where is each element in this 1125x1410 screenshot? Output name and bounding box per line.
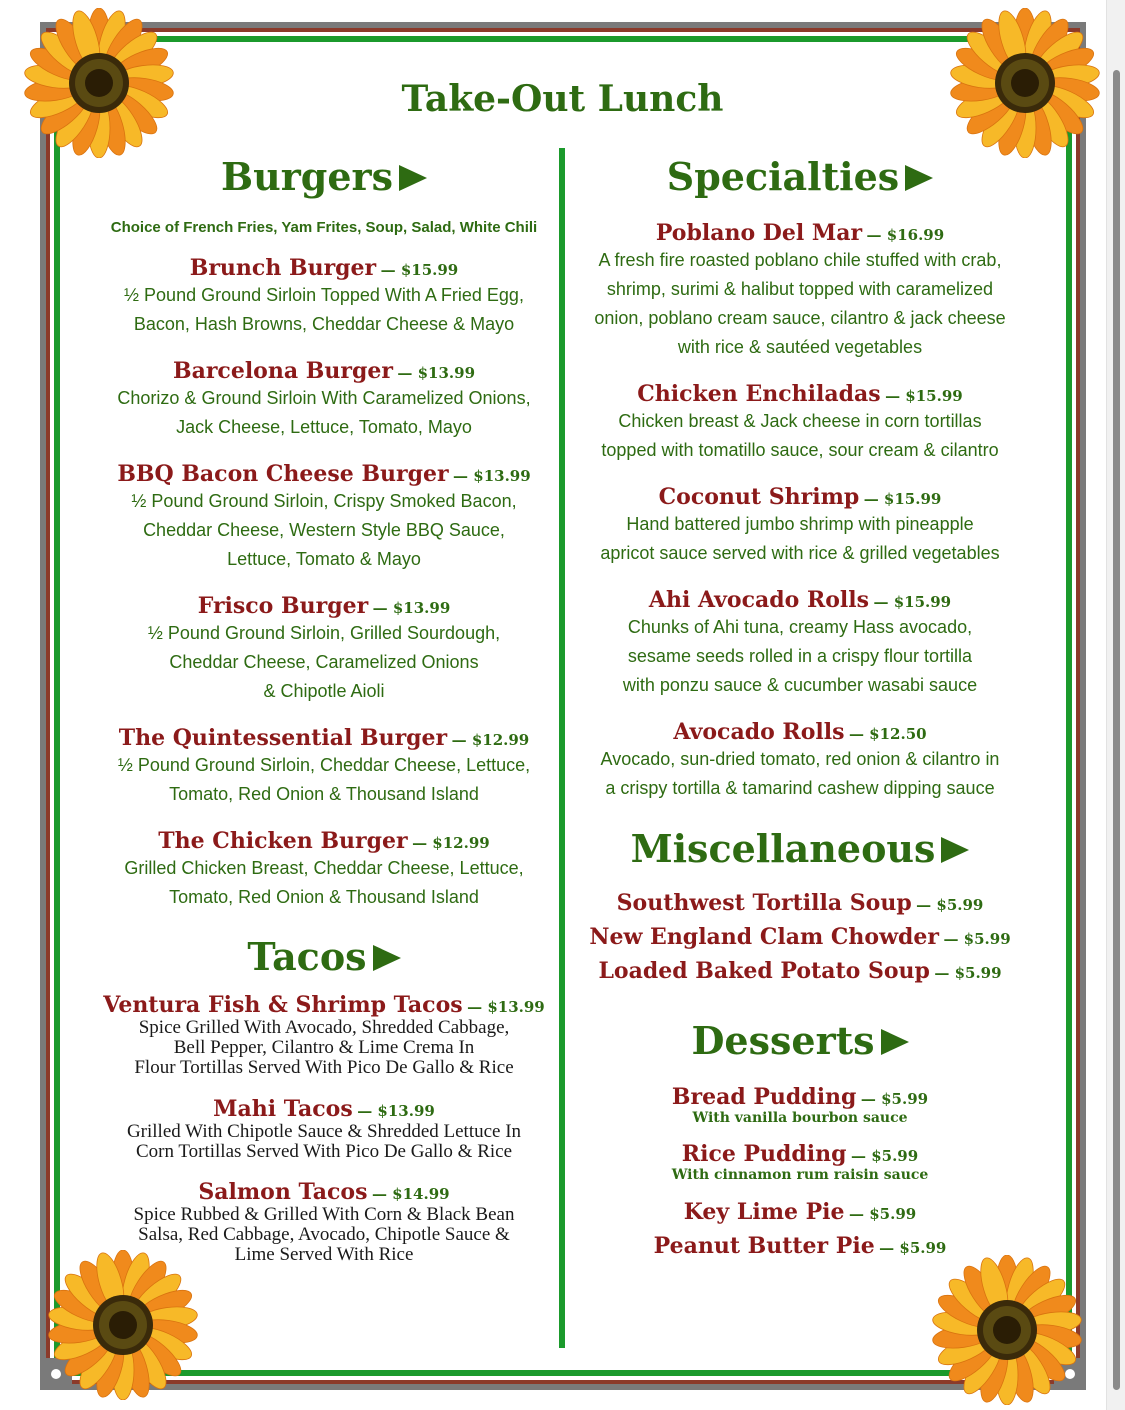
item-price: — $12.50 <box>848 725 927 743</box>
item-price: — $15.99 <box>885 387 963 405</box>
item-description: Chorizo & Ground Sirloin With Caramelized Onions, Jack Cheese, Lettuce, Tomato, Mayo <box>117 388 531 437</box>
item-price: — $13.99 <box>453 467 531 485</box>
section-heading-desserts: Desserts <box>568 1018 1032 1063</box>
item-price: — $5.99 <box>943 930 1011 948</box>
scrollbar-thumb[interactable] <box>1113 70 1120 1390</box>
item-price: — $5.99 <box>849 1205 917 1223</box>
item-name: Ventura Fish & Shrimp Tacos <box>103 992 463 1018</box>
menu-item <box>88 593 560 706</box>
item-name: Barcelona Burger <box>172 358 393 384</box>
item-description: Spice Rubbed & Grilled With Corn & Black Bean Salsa, Red Cabbage, Avocado, Chipotle Sauce & Lime Served With Rice <box>133 1204 515 1265</box>
item-price: — $5.99 <box>879 1239 947 1257</box>
menu-item <box>88 461 560 574</box>
item-name: Avocado Rolls <box>673 719 845 745</box>
item-price: — $12.99 <box>451 731 530 749</box>
item-price: — $15.99 <box>380 261 459 279</box>
item-description: Grilled With Chipotle Sauce & Shredded Lettuce In Corn Tortillas Served With Pico De Gallo & Rice <box>126 1121 522 1162</box>
sunflower-icon <box>48 1250 198 1400</box>
menu-item <box>568 890 1032 916</box>
menu-item <box>568 220 1032 362</box>
menu-item <box>88 1179 560 1265</box>
menu-item <box>568 1233 1032 1259</box>
item-note: With cinnamon rum raisin sauce <box>671 1167 929 1183</box>
item-name: Mahi Tacos <box>213 1096 353 1122</box>
menu-item <box>88 992 560 1078</box>
item-price: — $15.99 <box>863 490 942 508</box>
item-price: — $14.99 <box>371 1185 450 1203</box>
item-name: Bread Pudding <box>671 1084 857 1110</box>
scrollbar[interactable] <box>1106 0 1125 1410</box>
item-price: — $5.99 <box>934 964 1002 982</box>
section-heading-miscellaneous: Miscellaneous <box>568 826 1032 871</box>
menu-item <box>568 1141 1032 1183</box>
menu-item <box>568 484 1032 568</box>
item-description: Spice Grilled With Avocado, Shredded Cabbage, Bell Pepper, Cilantro & Lime Crema In Flour Tortillas Served With Pico De Gallo & Rice <box>134 1017 514 1078</box>
item-description: Chunks of Ahi tuna, creamy Hass avocado, sesame seeds rolled in a crispy flour tortilla with ponzu sauce & cucumber wasabi sauce <box>622 617 978 695</box>
section-heading-burgers: Burgers <box>88 154 560 199</box>
play-arrow-icon <box>881 1029 909 1055</box>
item-description: Avocado, sun-dried tomato, red onion & cilantro in a crispy tortilla & tamarind cashew dipping sauce <box>600 749 1000 798</box>
menu-item <box>88 725 560 809</box>
play-arrow-icon <box>941 837 969 863</box>
menu-item <box>568 1084 1032 1126</box>
play-arrow-icon <box>905 165 933 191</box>
item-price: — $12.99 <box>412 834 490 852</box>
item-description: ½ Pound Ground Sirloin, Cheddar Cheese, Lettuce, Tomato, Red Onion & Thousand Island <box>117 755 531 804</box>
menu-item <box>568 719 1032 803</box>
sunflower-icon <box>932 1255 1082 1405</box>
item-description: A fresh fire roasted poblano chile stuffed with crab, shrimp, surimi & halibut topped with caramelized onion, poblano cream sauce, cilantro & jack cheese with rice & sautéed vegetables <box>594 250 1006 357</box>
menu-item <box>568 587 1032 700</box>
item-name: Coconut Shrimp <box>658 484 860 510</box>
item-description: Hand battered jumbo shrimp with pineapple apricot sauce served with rice & grilled vegetables <box>600 514 1000 563</box>
item-name: Southwest Tortilla Soup <box>616 890 912 916</box>
item-name: Ahi Avocado Rolls <box>648 587 870 613</box>
play-arrow-icon <box>373 945 401 971</box>
item-price: — $13.99 <box>397 364 476 382</box>
item-price: — $5.99 <box>860 1090 929 1108</box>
item-name: New England Clam Chowder <box>589 924 939 950</box>
item-description: Chicken breast & Jack cheese in corn tortillas topped with tomatillo sauce, sour cream & cilantro <box>601 411 999 460</box>
item-name: Rice Pudding <box>681 1141 847 1167</box>
item-description: ½ Pound Ground Sirloin, Crispy Smoked Bacon, Cheddar Cheese, Western Style BBQ Sauce, Lettuce, Tomato & Mayo <box>131 491 517 569</box>
item-name: BBQ Bacon Cheese Burger <box>117 461 449 487</box>
menu-item <box>88 1096 560 1162</box>
item-price: — $5.99 <box>916 896 984 914</box>
menu-item <box>88 358 560 442</box>
section-heading-specialties: Specialties <box>568 154 1032 199</box>
item-price: — $5.99 <box>850 1147 919 1165</box>
item-name: Brunch Burger <box>189 255 377 281</box>
item-name: Frisco Burger <box>197 593 369 619</box>
item-description: Grilled Chicken Breast, Cheddar Cheese, Lettuce, Tomato, Red Onion & Thousand Island <box>124 858 524 907</box>
item-price: — $15.99 <box>873 593 952 611</box>
item-price: — $13.99 <box>467 998 545 1016</box>
item-name: Chicken Enchiladas <box>637 381 881 407</box>
item-name: The Quintessential Burger <box>118 725 448 751</box>
section-heading-tacos: Tacos <box>88 934 560 979</box>
item-note: With vanilla bourbon sauce <box>692 1110 908 1126</box>
menu-item <box>568 381 1032 465</box>
item-name: Loaded Baked Potato Soup <box>598 958 930 984</box>
menu-item <box>88 255 560 339</box>
menu-item <box>568 1199 1032 1225</box>
item-name: The Chicken Burger <box>158 828 408 854</box>
item-description: ½ Pound Ground Sirloin, Grilled Sourdough, Cheddar Cheese, Caramelized Onions & Chipotle Aioli <box>147 623 501 701</box>
menu-item <box>568 924 1032 950</box>
item-name: Key Lime Pie <box>683 1199 845 1225</box>
menu-item <box>88 828 560 912</box>
item-price: — $16.99 <box>866 226 945 244</box>
item-name: Poblano Del Mar <box>655 220 863 246</box>
menu-item <box>568 958 1032 984</box>
play-arrow-icon <box>399 165 427 191</box>
item-price: — $13.99 <box>357 1102 435 1120</box>
item-price: — $13.99 <box>372 599 451 617</box>
item-description: ½ Pound Ground Sirloin Topped With A Fried Egg, Bacon, Hash Browns, Cheddar Cheese & Mayo <box>124 285 524 334</box>
item-name: Salmon Tacos <box>198 1179 368 1205</box>
burgers-side-note: Choice of French Fries, Yam Frites, Soup, Salad, White Chili <box>110 219 538 236</box>
item-name: Peanut Butter Pie <box>653 1233 875 1259</box>
menu-title: Take-Out Lunch <box>401 78 724 120</box>
